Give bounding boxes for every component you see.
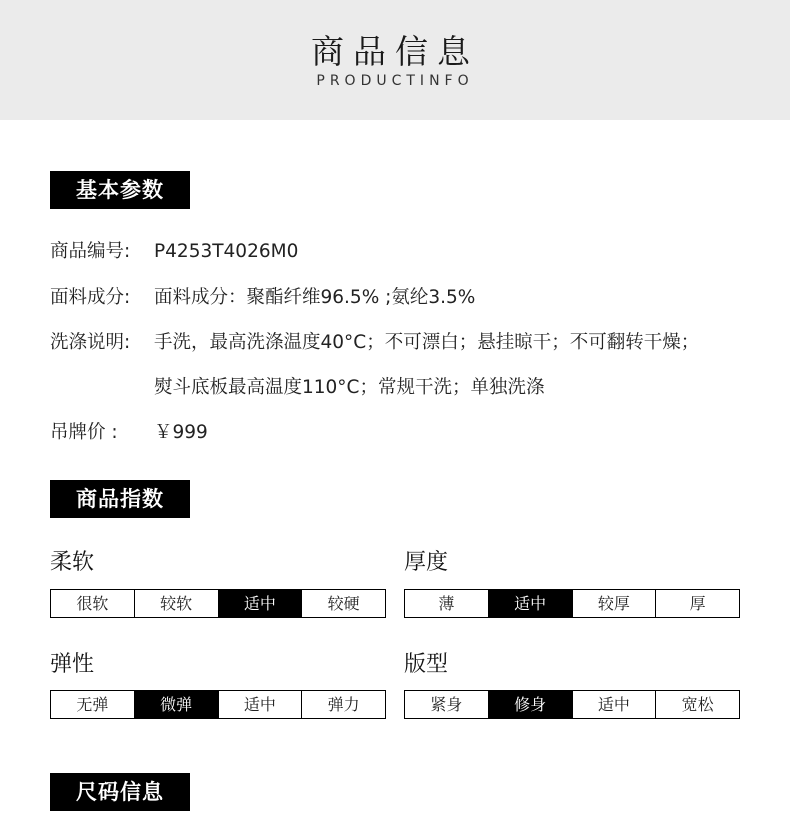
scale-option: 较硬 bbox=[301, 590, 385, 617]
param-label: 面料成分: bbox=[50, 287, 131, 308]
scale-option: 薄 bbox=[405, 590, 488, 617]
scale-option: 很软 bbox=[51, 590, 134, 617]
section-heading-basic: 基本参数 bbox=[50, 171, 190, 209]
scale-option: 较软 bbox=[134, 590, 218, 617]
param-row-fabric bbox=[50, 283, 475, 309]
scale-option-selected: 适中 bbox=[218, 590, 302, 617]
scale-option: 厚 bbox=[655, 590, 739, 617]
page-subtitle: PRODUCTINFO bbox=[316, 73, 474, 89]
scale-elasticity bbox=[50, 690, 386, 719]
price-value: ￥999 bbox=[154, 422, 208, 443]
scale-option-selected: 修身 bbox=[488, 691, 572, 718]
scale-option: 宽松 bbox=[655, 691, 739, 718]
param-label: 吊牌价 : bbox=[50, 422, 118, 443]
scale-fit bbox=[404, 690, 740, 719]
param-row-wash bbox=[50, 328, 699, 354]
scale-option: 较厚 bbox=[572, 590, 656, 617]
scale-thickness bbox=[404, 589, 740, 618]
index-title-elasticity: 弹性 bbox=[50, 652, 95, 677]
index-title-thickness: 厚度 bbox=[404, 550, 449, 575]
param-value: P4253T4026M0 bbox=[154, 241, 299, 262]
scale-option: 弹力 bbox=[301, 691, 385, 718]
section-heading-size: 尺码信息 bbox=[50, 773, 190, 811]
scale-softness bbox=[50, 589, 386, 618]
param-value: 面料成分：聚酯纤维96.5% ;氨纶3.5% bbox=[154, 287, 476, 308]
scale-option: 适中 bbox=[218, 691, 302, 718]
page-title: 商品信息 bbox=[311, 32, 479, 71]
param-row-price bbox=[50, 418, 208, 444]
param-row-code bbox=[50, 237, 298, 263]
scale-option: 适中 bbox=[572, 691, 656, 718]
index-title-fit: 版型 bbox=[404, 652, 449, 677]
index-title-softness: 柔软 bbox=[50, 550, 95, 575]
header-banner bbox=[0, 0, 790, 120]
param-value: 手洗，最高洗涤温度40°C；不可漂白；悬挂晾干；不可翻转干燥； bbox=[154, 332, 700, 353]
param-label: 洗涤说明: bbox=[50, 332, 131, 353]
scale-option-selected: 微弹 bbox=[134, 691, 218, 718]
scale-option: 无弹 bbox=[51, 691, 134, 718]
section-heading-index: 商品指数 bbox=[50, 480, 190, 518]
param-value-continued: 熨斗底板最高温度110°C；常规干洗；单独洗涤 bbox=[154, 377, 545, 398]
scale-option: 紧身 bbox=[405, 691, 488, 718]
scale-option-selected: 适中 bbox=[488, 590, 572, 617]
param-label: 商品编号: bbox=[50, 241, 131, 262]
